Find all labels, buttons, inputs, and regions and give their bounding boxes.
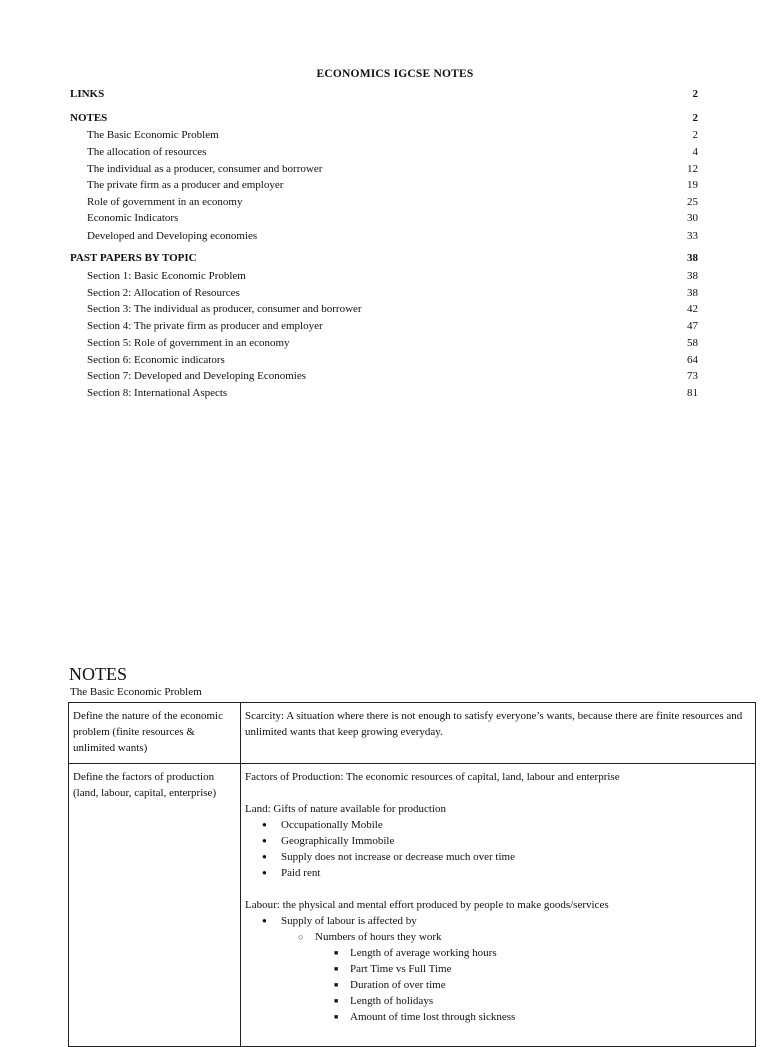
land-title: Land: Gifts of nature available for production [245, 803, 446, 815]
toc-entry[interactable] [70, 385, 698, 401]
toc-page: 42 [687, 303, 698, 315]
toc-label: The allocation of resources [87, 146, 207, 158]
toc-entry[interactable] [70, 285, 698, 301]
toc-label: Section 3: The individual as producer, consumer and borrower [87, 303, 362, 315]
toc-label: Section 7: Developed and Developing Economies [87, 370, 307, 382]
list-item: ● Geographically Immobile [245, 833, 751, 849]
toc-page: 2 [692, 129, 698, 141]
toc-page: 47 [687, 320, 698, 332]
land-list [245, 817, 751, 881]
toc-page: 73 [687, 370, 698, 382]
toc-entry[interactable] [70, 228, 698, 244]
list-item: ● Paid rent [245, 865, 751, 881]
toc-page: 38 [687, 287, 698, 299]
toc-entry[interactable] [70, 368, 698, 384]
toc-entry[interactable] [70, 335, 698, 351]
toc-entry[interactable] [70, 210, 698, 226]
toc-label: The private firm as a producer and employer [87, 179, 284, 191]
toc-page: 64 [687, 354, 698, 366]
list-item: ● Supply does not increase or decrease much over time [245, 849, 751, 865]
toc-page: 2 [692, 112, 698, 124]
toc-page: 4 [692, 146, 698, 158]
toc-label: Economic Indicators [87, 212, 179, 224]
toc-label: Section 5: Role of government in an economy [87, 337, 290, 349]
toc-entry[interactable] [70, 127, 698, 143]
toc-page: 58 [687, 337, 698, 349]
toc-page: 81 [687, 387, 698, 399]
toc-page: 38 [687, 270, 698, 282]
notes-heading: NOTES [69, 664, 127, 684]
toc-label: NOTES [70, 112, 108, 124]
list-item: ○ Numbers of hours they work [245, 929, 751, 945]
toc-entry[interactable] [70, 301, 698, 317]
toc-label: The individual as a producer, consumer and borrower [87, 163, 323, 175]
toc-entry[interactable] [70, 268, 698, 284]
toc-label: PAST PAPERS BY TOPIC [70, 252, 197, 264]
toc-label: Section 4: The private firm as producer and employer [87, 320, 323, 332]
answer-cell: Scarcity: A situation where there is not enough to satisfy everyone’s wants, because there are finite resources and unlimited wants that keep growing everyday. [241, 703, 756, 764]
labour-list [245, 913, 751, 1025]
question-cell: Define the factors of production (land, labour, capital, enterprise) [69, 764, 241, 1047]
toc-entry[interactable] [70, 161, 698, 177]
toc-entry[interactable] [70, 352, 698, 368]
table-row [69, 703, 756, 764]
answer-cell [241, 764, 756, 1047]
question-cell: Define the nature of the economic problem (finite resources & unlimited wants) [69, 703, 241, 764]
factors-intro: Factors of Production: The economic resources of capital, land, labour and enterprise [245, 771, 620, 783]
toc-label: Section 8: International Aspects [87, 387, 228, 399]
labour-title: Labour: the physical and mental effort produced by people to make goods/services [245, 899, 609, 911]
toc-page: 38 [687, 252, 698, 264]
toc-label: Section 2: Allocation of Resources [87, 287, 240, 299]
toc-label: Developed and Developing economies [87, 230, 258, 242]
toc-entry-notes[interactable] [70, 110, 698, 126]
toc-entry[interactable] [70, 318, 698, 334]
list-item: ■ Amount of time lost through sickness [245, 1009, 751, 1025]
table-row [69, 764, 756, 1047]
toc-label: Role of government in an economy [87, 196, 243, 208]
toc-label: LINKS [70, 88, 105, 100]
toc-entry[interactable] [70, 194, 698, 210]
toc-page: 12 [687, 163, 698, 175]
toc-page: 2 [692, 88, 698, 100]
toc-page: 33 [687, 230, 698, 242]
list-item: ■ Length of holidays [245, 993, 751, 1009]
document-title: ECONOMICS IGCSE NOTES [316, 68, 474, 80]
notes-subheading: The Basic Economic Problem [70, 686, 202, 698]
toc-page: 25 [687, 196, 698, 208]
toc-label: The Basic Economic Problem [87, 129, 219, 141]
toc-entry[interactable] [70, 144, 698, 160]
toc-label: Section 1: Basic Economic Problem [87, 270, 246, 282]
toc-entry[interactable] [70, 177, 698, 193]
toc-page: 19 [687, 179, 698, 191]
list-item: ● Supply of labour is affected by [245, 913, 751, 929]
list-item: ■ Duration of over time [245, 977, 751, 993]
toc-entry-links[interactable] [70, 86, 698, 102]
list-item: ■ Length of average working hours [245, 945, 751, 961]
list-item: ■ Part Time vs Full Time [245, 961, 751, 977]
toc-label: Section 6: Economic indicators [87, 354, 225, 366]
list-item: ● Occupationally Mobile [245, 817, 751, 833]
toc-page: 30 [687, 212, 698, 224]
toc-entry-past-papers[interactable] [70, 250, 698, 266]
notes-table [68, 702, 756, 1047]
